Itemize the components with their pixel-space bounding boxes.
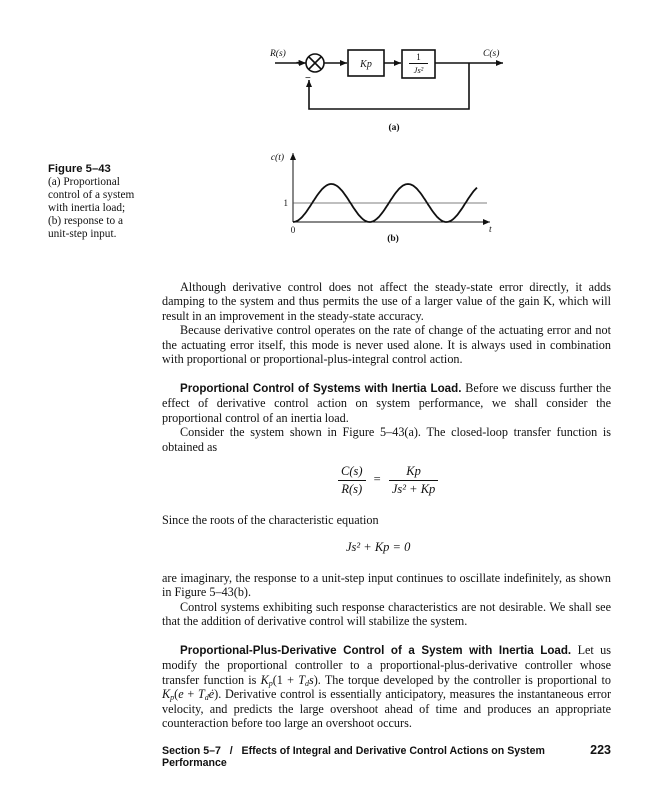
section-heading-1: Proportional Control of Systems with Inertia Load.	[180, 382, 462, 395]
figure-label: Figure 5–43	[48, 163, 111, 175]
footer-section: Section 5–7	[162, 745, 221, 757]
equation-characteristic: Js² + Kp = 0	[346, 540, 411, 554]
paragraph-3	[162, 381, 611, 425]
caption-line: control of a system	[48, 189, 135, 201]
summing-junction	[306, 54, 324, 72]
pd-transfer-function: $K_p(1 + T_ds)$.	[260, 672, 321, 688]
paragraph-1: Although derivative control does not affect the steady-state error directly, it adds damping to the system and thus permits the use of a larger value of the gain K, which will result in an improvement in the steady-state accuracy.	[162, 280, 611, 323]
response-plot	[293, 153, 490, 222]
eq1-lhs-denominator: R(s)	[341, 482, 363, 496]
footer-title: Effects of Integral and Derivative Control Actions on System Performance	[162, 745, 545, 769]
feedback-path	[309, 63, 469, 109]
eq1-rhs-denominator: Js² + Kp	[391, 482, 436, 496]
paragraph-8-text-a: Let us modify the proportional controller to a proportional-plus-derivative controller whose transfer function is	[162, 643, 612, 687]
paragraph-8	[162, 643, 611, 730]
figure-caption	[48, 163, 148, 241]
eq1-lhs-numerator: C(s)	[338, 464, 366, 481]
output-label: C(s)	[483, 49, 500, 59]
y-tick-label: 1	[283, 198, 288, 208]
paragraph-5: Since the roots of the characteristic equation	[162, 513, 379, 527]
page-number: 223	[590, 743, 611, 757]
section-heading-2: Proportional-Plus-Derivative Control of a System with Inertia Load.	[180, 644, 572, 657]
pd-torque-expression: $K_p(e$ + $T_dė$).	[162, 687, 222, 703]
origin-label: 0	[290, 225, 296, 235]
caption-line: with inertia load;	[48, 202, 126, 214]
caption-line: (b) response to a	[48, 215, 123, 227]
text-block-4	[162, 571, 611, 629]
plant-denominator: Js²	[413, 65, 424, 75]
plant-numerator: 1	[416, 52, 421, 62]
y-axis-label: c(t)	[270, 153, 284, 163]
input-label: R(s)	[270, 49, 286, 59]
controller-label: Kp	[360, 59, 372, 70]
paragraph-7: Control systems exhibiting such response characteristics are not desirable. We shall see that the addition of derivative control will stabilize the system.	[162, 599, 611, 629]
paragraph-6: are imaginary, the response to a unit-step input continues to oscillate indefinitely, as shown in Figure 5–43(b).	[162, 571, 611, 600]
sublabel-b: (b)	[387, 234, 399, 244]
text-block-1	[162, 280, 611, 366]
caption-line: (a) Proportional	[48, 176, 120, 188]
footer-separator: /	[229, 745, 233, 757]
sublabel-a: (a)	[388, 123, 400, 133]
equation-closed-loop	[338, 464, 438, 497]
page-footer	[162, 743, 611, 769]
plus-sign: +	[296, 58, 302, 69]
eq1-rhs	[389, 464, 438, 497]
paragraph-4: Consider the system shown in Figure 5–43(a). The closed-loop transfer function is obtained as	[162, 425, 611, 454]
text-block-5	[162, 643, 611, 730]
paragraph-8-text-b: The torque developed by the controller is proportional to	[324, 672, 612, 687]
paragraph-8-text-c: Derivative control is essentially anticipatory, measures the instantaneous error velocity, and predicts the large overshoot ahead of time and produces an appropriate counteraction before too large an overshoot occurs.	[162, 687, 612, 731]
text-block-2	[162, 381, 611, 454]
running-footer	[162, 745, 611, 769]
text-block-3	[162, 513, 611, 527]
minus-sign: −	[305, 73, 311, 84]
x-axis-label: t	[489, 225, 492, 235]
eq1-rhs-numerator: Kp	[389, 464, 438, 481]
eq1-equals: =	[373, 472, 381, 487]
paragraph-2: Because derivative control operates on the rate of change of the actuating error and not the actuating error itself, this mode is never used alone. It is always used in combination with proportional or proportional-plus-integral control action.	[162, 323, 611, 367]
eq1-lhs	[338, 464, 366, 497]
paragraph-3-text: Before we discuss further the effect of derivative control action on system performance, we shall consider the proportional control of an inertia load.	[162, 381, 612, 425]
caption-line: unit-step input.	[48, 228, 117, 240]
